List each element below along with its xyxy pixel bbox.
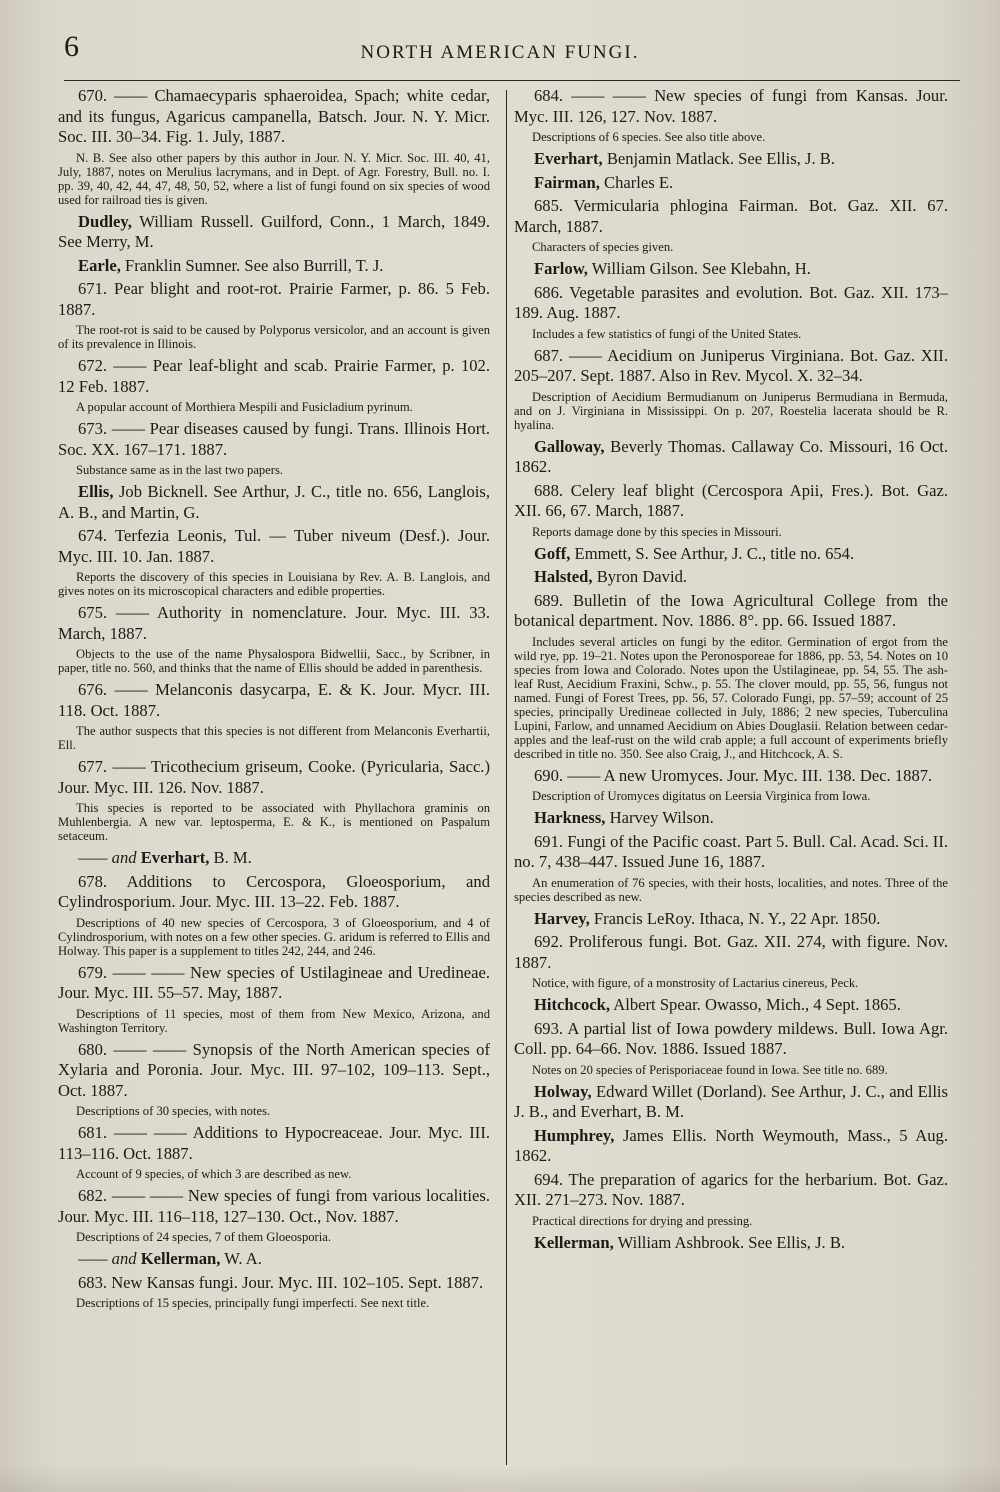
entry-annotation: Description of Uromyces digitatus on Leersia Virginica from Iowa. xyxy=(532,789,871,803)
author-details: Job Bicknell. See Arthur, J. C., title no. 656, Langlois, A. B., and Martin, G. xyxy=(58,482,490,522)
entry-annotation: Includes a few statistics of fungi of the United States. xyxy=(532,326,802,341)
bibliography-entry: 671. Pear blight and root-rot. Prairie Farmer, p. 86. 5 Feb. 1887. xyxy=(58,279,490,319)
bibliography-entry: 683. New Kansas fungi. Jour. Myc. III. 102–105. Sept. 1887. xyxy=(78,1272,484,1292)
entry-annotation: Account of 9 species, of which 3 are described as new. xyxy=(76,1167,352,1181)
author-prefix: —— and xyxy=(78,1249,141,1268)
bibliography-entry: 692. Proliferous fungi. Bot. Gaz. XII. 274, with figure. Nov. 1887. xyxy=(514,932,948,972)
author-heading xyxy=(58,256,490,277)
entry-annotation: Descriptions of 40 new species of Cercospora, 3 of Gloeosporium, and 4 of Cylindrosporium, with notes on a few other species. G. aridum is referred to Ellis and Holway. This paper is a supplement to titles 242, 244, and 246. xyxy=(58,915,490,958)
bibliography-entry: 680. —— —— Synopsis of the North American species of Xylaria and Poronia. Jour. Myc. III. 97–102, 109–113. Sept., Oct. 1887. xyxy=(58,1039,490,1100)
author-heading xyxy=(58,1249,490,1270)
entry-annotation: Substance same as in the last two papers. xyxy=(76,463,284,477)
entry-annotation: Descriptions of 30 species, with notes. xyxy=(76,1104,271,1118)
header-rule xyxy=(64,80,960,81)
author-name: Hitchcock, xyxy=(534,995,611,1014)
author-name: Galloway, xyxy=(534,436,605,456)
author-name: Harkness, xyxy=(534,808,606,827)
author-name: Humphrey, xyxy=(534,1125,615,1145)
author-details: B. M. xyxy=(209,848,252,867)
bibliography-entry: 672. —— Pear leaf-blight and scab. Prairie Farmer, p. 102. 12 Feb. 1887. xyxy=(58,356,490,396)
bibliography-entry: 689. Bulletin of the Iowa Agricultural College from the botanical department. Nov. 1886. 8°. pp. 66. Issued 1887. xyxy=(514,590,948,630)
author-heading xyxy=(514,173,948,194)
entry-annotation: Includes several articles on fungi by the editor. Germination of ergot from the wild rye, pp. 19–21. Notes upon the Peronosporeae for 1886, pp. 53, 54. Notes on 10 species from Iowa and Colorado. Notes upon the Ustilagineae, pp. 54, 55. The ash-leaf Rust, Aecidium Fraxini, Schw., p. 55. The clover mould, pp. 55, 56, fungus not named. Fungi of Forest Trees, pp. 56, 57. Colorado Fungi, pp. 57–59; account of 25 species, principally Uredineae collected in July, 1886; 2 new species, Tuberculina Lupini, Farlow, and unnamed Aecidium on Abies Douglasii. Relation between cedar-apples and the leaf-rust on the wild crab apple; a full account of experiments briefly described in title no. 350. See also Craig, J., and Hitchcock, A. S. xyxy=(514,634,948,761)
right-column xyxy=(514,86,948,1256)
entry-annotation: A popular account of Morthiera Mespili and Fusicladium pyrinum. xyxy=(76,400,413,414)
author-details: Byron David. xyxy=(592,567,688,586)
author-details: Harvey Wilson. xyxy=(605,808,714,827)
bibliography-entry: 684. —— —— New species of fungi from Kansas. Jour. Myc. III. 126, 127. Nov. 1887. xyxy=(514,86,948,126)
entry-annotation: Reports damage done by this species in Missouri. xyxy=(532,524,782,539)
author-name: Halsted, xyxy=(534,567,593,586)
author-name: Earle, xyxy=(78,255,121,275)
bibliography-entry: 690. —— A new Uromyces. Jour. Myc. III. 138. Dec. 1887. xyxy=(534,765,933,785)
entry-annotation: This species is reported to be associated with Phyllachora graminis on Muhlenbergia. A new var. leptosperma, E. & K., is mentioned on Paspalum setaceum. xyxy=(58,801,490,843)
bibliography-entry: 678. Additions to Cercospora, Gloeosporium, and Cylindrosporium. Jour. Myc. III. 13–22. Feb. 1887. xyxy=(58,871,490,911)
author-heading xyxy=(58,848,490,869)
entry-annotation: The author suspects that this species is not different from Melanconis Everhartii, Ell. xyxy=(58,724,490,752)
bibliography-entry: 670. —— Chamaecyparis sphaeroidea, Spach; white cedar, and its fungus, Agaricus campanella, Batsch. Jour. N. Y. Micr. Soc. III. 30–34. Fig. 1. July, 1887. xyxy=(58,86,490,146)
entry-annotation: Description of Aecidium Bermudianum on Juniperus Bermudiana in Bermuda, and on J. Virginiana in Mississippi. On p. 207, Roestelia lacerata should be R. hyalina. xyxy=(514,389,948,432)
entry-annotation: An enumeration of 76 species, with their hosts, localities, and notes. Three of the species described as new. xyxy=(514,875,948,904)
left-column xyxy=(58,86,490,1315)
author-heading xyxy=(514,1126,948,1167)
author-heading xyxy=(58,482,490,523)
author-heading xyxy=(514,567,948,588)
author-heading xyxy=(514,544,948,565)
entry-annotation: Objects to the use of the name Physalospora Bidwellii, Sacc., by Scribner, in paper, title no. 560, and thinks that the name of Ellis should be added in parenthesis. xyxy=(58,647,490,675)
running-head: NORTH AMERICAN FUNGI. xyxy=(360,42,640,63)
bibliography-entry: 685. Vermicularia phlogina Fairman. Bot. Gaz. XII. 67. March, 1887. xyxy=(514,196,948,236)
entry-annotation: Notes on 20 species of Perisporiaceae found in Iowa. See title no. 689. xyxy=(532,1062,888,1077)
bibliography-entry: 677. —— Tricothecium griseum, Cooke. (Pyricularia, Sacc.) Jour. Myc. III. 126. Nov. 1887. xyxy=(58,757,490,797)
author-name: Harvey, xyxy=(534,908,590,928)
bibliography-entry: 682. —— —— New species of fungi from various localities. Jour. Myc. III. 116–118, 127–130. Oct., Nov. 1887. xyxy=(58,1186,490,1226)
author-heading xyxy=(514,909,948,930)
author-heading xyxy=(514,437,948,478)
bibliography-entry: 674. Terfezia Leonis, Tul. — Tuber niveum (Desf.). Jour. Myc. III. 10. Jan. 1887. xyxy=(58,526,490,566)
author-name: Goff, xyxy=(534,543,571,563)
bibliography-entry: 688. Celery leaf blight (Cercospora Apii, Fres.). Bot. Gaz. XII. 66, 67. March, 1887. xyxy=(514,480,948,520)
bibliography-entry: 693. A partial list of Iowa powdery mildews. Bull. Iowa Agr. Coll. pp. 64–66. Nov. 1886. Issued 1887. xyxy=(514,1018,948,1058)
bibliography-entry: 686. Vegetable parasites and evolution. Bot. Gaz. XII. 173–189. Aug. 1887. xyxy=(514,282,948,322)
page-number: 6 xyxy=(64,30,79,63)
bibliography-entry: 675. —— Authority in nomenclature. Jour. Myc. III. 33. March, 1887. xyxy=(58,603,490,643)
author-heading xyxy=(514,808,948,829)
author-heading xyxy=(514,1233,948,1254)
bibliography-entry: 681. —— —— Additions to Hypocreaceae. Jour. Myc. III. 113–116. Oct. 1887. xyxy=(58,1123,490,1163)
author-heading xyxy=(514,259,948,280)
author-details: William Russell. Guilford, Conn., 1 March, 1849. See Merry, M. xyxy=(58,211,490,251)
author-name: Everhart, xyxy=(534,149,603,168)
author-heading xyxy=(58,212,490,253)
entry-annotation: Characters of species given. xyxy=(532,240,674,254)
author-heading xyxy=(514,149,948,170)
author-details: James Ellis. North Weymouth, Mass., 5 Aug. 1862. xyxy=(514,1125,948,1165)
bibliography-entry: 679. —— —— New species of Ustilagineae and Uredineae. Jour. Myc. III. 55–57. May, 1887. xyxy=(58,962,490,1002)
entry-annotation: N. B. See also other papers by this author in Jour. N. Y. Micr. Soc. III. 40, 41, July, 1887, notes on Merulius lacrymans, and in Dept. of Agr. Forestry, Bull. no. I. pp. 39, 40, 42, 44, 47, 48, 50, 52, where a list of fungi found on six species of wood used for railroad ties is given. xyxy=(58,150,490,207)
author-prefix: —— and xyxy=(78,848,141,867)
author-name: Everhart, xyxy=(140,848,210,867)
bibliography-entry: 691. Fungi of the Pacific coast. Part 5. Bull. Cal. Acad. Sci. II. no. 7, 438–447. Issued June 16, 1887. xyxy=(514,831,948,871)
entry-annotation: The root-rot is said to be caused by Polyporus versicolor, and an account is given of its prevalence in Illinois. xyxy=(58,323,490,351)
author-name: Kellerman, xyxy=(534,1232,614,1252)
page-shadow xyxy=(0,1464,1000,1492)
author-details: Emmett, S. See Arthur, J. C., title no. 654. xyxy=(570,543,855,563)
author-details: Albert Spear. Owasso, Mich., 4 Sept. 1865. xyxy=(610,995,901,1014)
entry-annotation: Descriptions of 11 species, most of them from New Mexico, Arizona, and Washington Territory. xyxy=(58,1006,490,1035)
bibliography-entry: 676. —— Melanconis dasycarpa, E. & K. Jour. Mycr. III. 118. Oct. 1887. xyxy=(58,680,490,720)
author-details: Charles E. xyxy=(599,172,674,192)
author-details: William Gilson. See Klebahn, H. xyxy=(587,259,811,278)
author-details: William Ashbrook. See Ellis, J. B. xyxy=(613,1232,846,1252)
bibliography-entry: 694. The preparation of agarics for the herbarium. Bot. Gaz. XII. 271–273. Nov. 1887. xyxy=(514,1169,948,1209)
author-name: Ellis, xyxy=(78,482,114,501)
author-heading xyxy=(514,995,948,1016)
entry-annotation: Descriptions of 15 species, principally fungi imperfecti. See next title. xyxy=(76,1296,430,1310)
bibliography-entry: 687. —— Aecidium on Juniperus Virginiana. Bot. Gaz. XII. 205–207. Sept. 1887. Also in Rev. Mycol. X. 32–34. xyxy=(514,345,948,385)
author-details: Beverly Thomas. Callaway Co. Missouri, 16 Oct. 1862. xyxy=(514,436,948,476)
entry-annotation: Descriptions of 24 species, 7 of them Gloeosporia. xyxy=(76,1230,331,1244)
author-details: W. A. xyxy=(220,1249,262,1268)
author-name: Holway, xyxy=(534,1081,592,1101)
entry-annotation: Notice, with figure, of a monstrosity of Lactarius cinereus, Peck. xyxy=(532,976,859,990)
author-name: Dudley, xyxy=(78,211,132,231)
author-details: Benjamin Matlack. See Ellis, J. B. xyxy=(602,149,835,168)
entry-annotation: Descriptions of 6 species. See also title above. xyxy=(532,130,766,144)
author-name: Kellerman, xyxy=(140,1249,221,1268)
author-heading xyxy=(514,1082,948,1123)
author-details: Edward Willet (Dorland). See Arthur, J. C., and Ellis J. B., and Everhart, B. M. xyxy=(514,1081,948,1121)
author-details: Francis LeRoy. Ithaca, N. Y., 22 Apr. 1850. xyxy=(589,908,881,928)
entry-annotation: Practical directions for drying and pressing. xyxy=(532,1213,753,1228)
bibliography-entry: 673. —— Pear diseases caused by fungi. Trans. Illinois Hort. Soc. XX. 167–171. 1887. xyxy=(58,419,490,459)
column-divider xyxy=(506,90,507,1465)
entry-annotation: Reports the discovery of this species in Louisiana by Rev. A. B. Langlois, and gives notes on its microscopical characters and edible properties. xyxy=(58,570,490,598)
author-details: Franklin Sumner. See also Burrill, T. J. xyxy=(120,255,384,275)
author-name: Farlow, xyxy=(534,259,588,278)
author-name: Fairman, xyxy=(534,172,600,192)
